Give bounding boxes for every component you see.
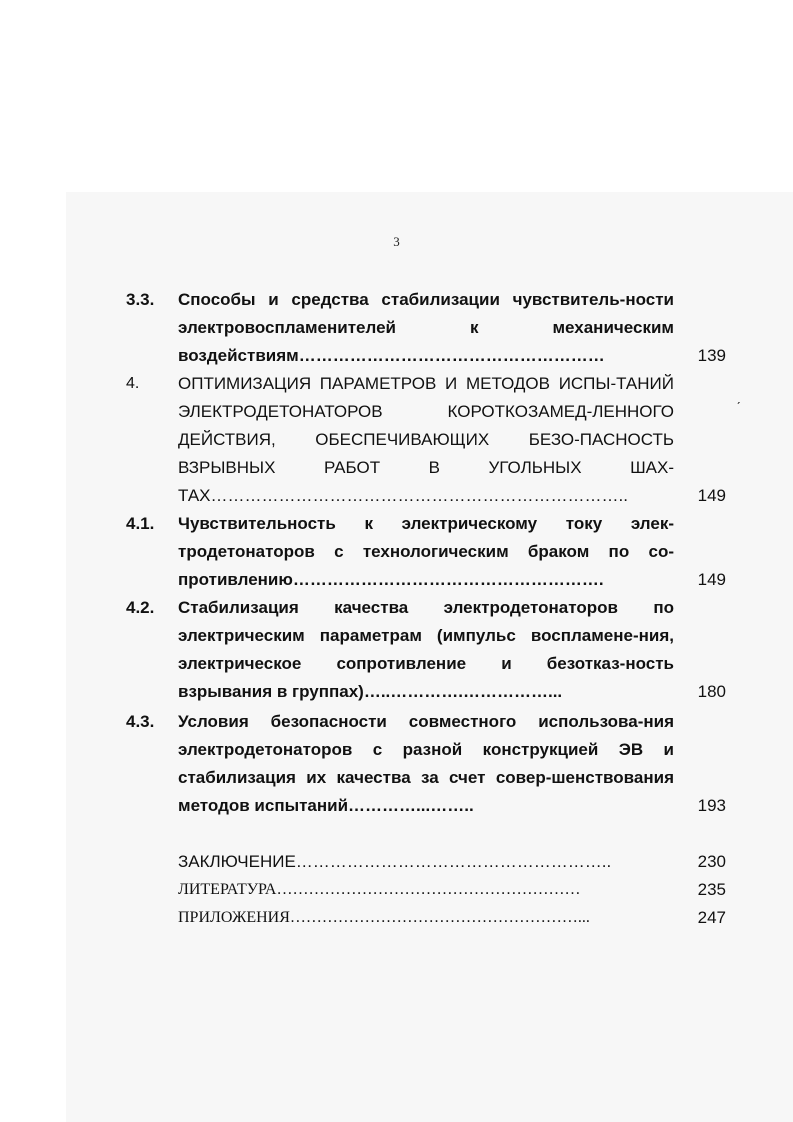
page-number: 3 xyxy=(393,234,400,249)
section-number: 4. xyxy=(126,375,140,392)
section-number: 4.3. xyxy=(126,712,155,731)
page-ref: 247 xyxy=(697,908,726,927)
section-title: Чувствительность к электрическому току элек-тродетонаторов с технологическим браком по со-противлению………………………………………………. xyxy=(178,514,674,589)
section-number: 3.3. xyxy=(126,290,155,309)
page-ref: 235 xyxy=(697,880,726,899)
page-ref: 193 xyxy=(697,796,726,815)
page-ref: 149 xyxy=(697,570,726,589)
section-title: ПРИЛОЖЕНИЯ………………………………………………... xyxy=(178,909,590,926)
page-ref: 139 xyxy=(697,346,726,365)
section-number: 4.1. xyxy=(126,514,155,533)
page-ref: 180 xyxy=(697,682,726,701)
section-number: 4.2. xyxy=(126,598,155,617)
page-ref: 149 xyxy=(697,486,726,505)
section-title: Способы и средства стабилизации чувствитель-ности электровоспламенителей к механическим воздействиям……………………………………………… xyxy=(178,290,674,365)
page-ref: 230 xyxy=(697,852,726,871)
section-title: Условия безопасности совместного использова-ния электродетонаторов с разной конструкцией ЭВ и стабилизация их качества за счет совер-шенствования методов испытаний…………...…….. xyxy=(178,712,674,815)
section-title: ОПТИМИЗАЦИЯ ПАРАМЕТРОВ И МЕТОДОВ ИСПЫ-ТАНИЙ ЭЛЕКТРОДЕТОНАТОРОВ КОРОТКОЗАМЕД-ЛЕННОГО ДЕЙСТВИЯ, ОБЕСПЕЧИВАЮЩИХ БЕЗО-ПАСНОСТЬ ВЗРЫВНЫХ РАБОТ В УГОЛЬНЫХ ШАХ-ТАХ……………………………………………………………….. xyxy=(178,374,674,505)
stray-mark: ˏ xyxy=(736,388,741,404)
section-title: Стабилизация качества электродетонаторов по электрическим параметрам (импульс воспламене-ния, электрическое сопротивление и безотказ-ность взрывания в группах)…..………….……………... xyxy=(178,598,674,701)
section-title: ЗАКЛЮЧЕНИЕ……………………………………………….. xyxy=(178,852,612,871)
section-title: ЛИТЕРАТУРА………………………………………………… xyxy=(178,881,581,898)
